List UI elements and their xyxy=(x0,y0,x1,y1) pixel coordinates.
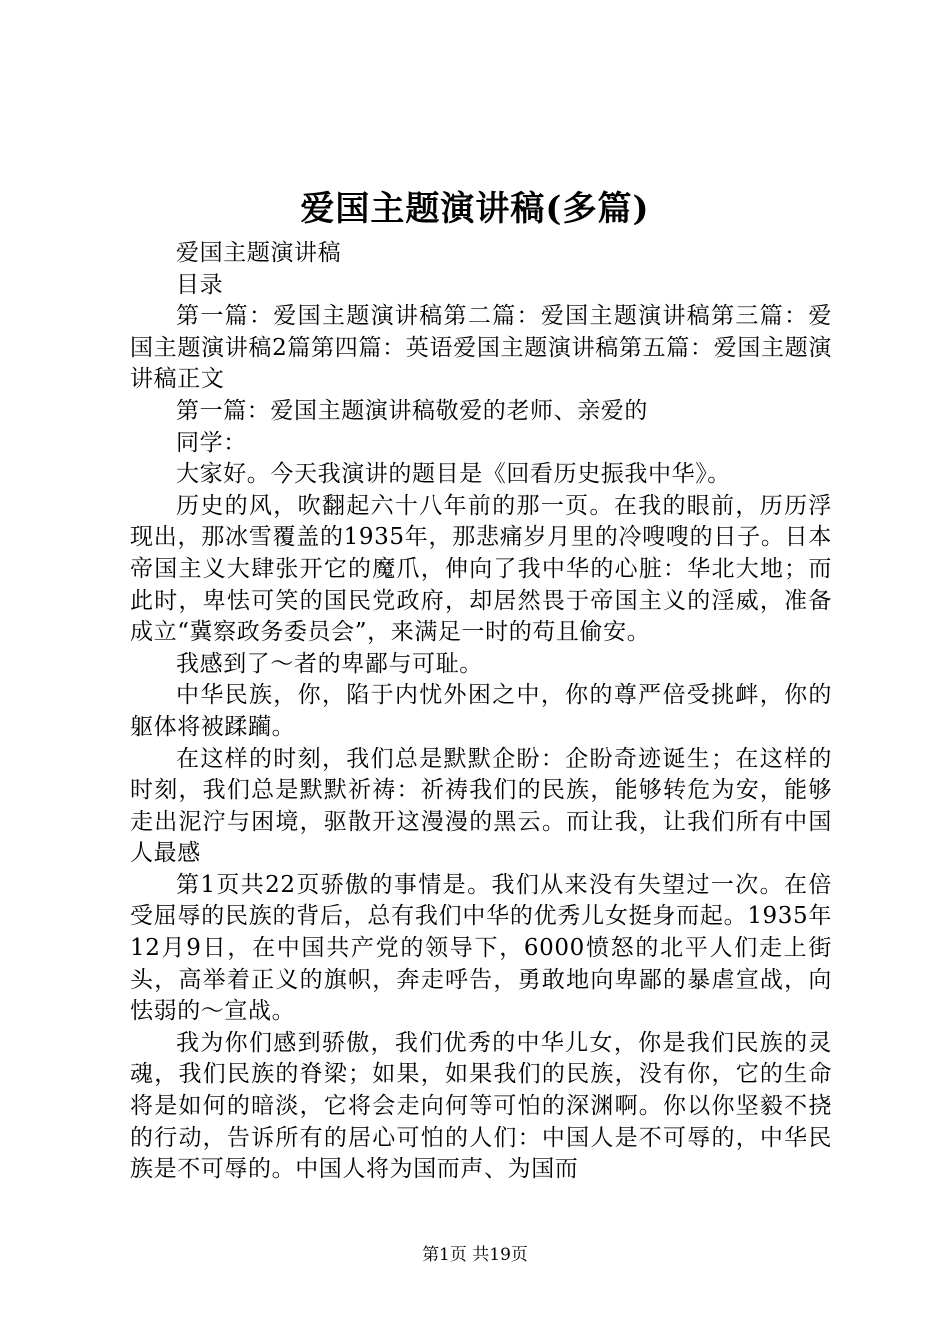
paragraph: 第一篇：爱国主题演讲稿第二篇：爱国主题演讲稿第三篇：爱国主题演讲稿2篇第四篇：英语爱国主题演讲稿第五篇：爱国主题演讲稿正文 xyxy=(130,303,832,393)
paragraph: 大家好。今天我演讲的题目是《回看历史振我中华》。 xyxy=(176,461,731,488)
paragraph: 历史的风，吹翻起六十八年前的那一页。在我的眼前，历历浮现出，那冰雪覆盖的1935年，那悲痛岁月里的冷嗖嗖的日子。日本帝国主义大肆张开它的魔爪，伸向了我中华的心脏：华北大地；而此时，卑怯可笑的国民党政府，却居然畏于帝国主义的淫威，准备成立“冀察政务委员会”，来满足一时的苟且偷安。 xyxy=(130,492,832,646)
paragraph: 目录 xyxy=(176,271,224,298)
paragraph: 中华民族，你，陷于内忧外困之中，你的尊严倍受挑衅，你的躯体将被蹂躏。 xyxy=(130,682,832,740)
paragraph: 我为你们感到骄傲，我们优秀的中华儿女，你是我们民族的灵魂，我们民族的脊梁；如果，如果我们的民族，没有你，它的生命将是如何的暗淡，它将会走向何等可怕的深渊啊。你以你坚毅不挠的行动，告诉所有的居心可怕的人们：中国人是不可辱的，中华民族是不可辱的。中国人将为国而声、为国而 xyxy=(130,1029,832,1183)
paragraph: 在这样的时刻，我们总是默默企盼：企盼奇迹诞生；在这样的时刻，我们总是默默祈祷：祈祷我们的民族，能够转危为安，能够走出泥泞与困境，驱散开这漫漫的黑云。而让我，让我们所有中国人最感 xyxy=(130,745,832,867)
document-body xyxy=(130,238,832,1186)
paragraph: 爱国主题演讲稿 xyxy=(176,240,342,266)
paragraph: 我感到了～者的卑鄙与可耻。 xyxy=(176,650,483,677)
paragraph: 第1页共22页骄傲的事情是。我们从来没有失望过一次。在倍受屈辱的民族的背后，总有我们中华的优秀儿女挺身而起。1935年12月9日，在中国共产党的领导下，6000愤怒的北平人们走上街头，高举着正义的旗帜，奔走呼告，勇敢地向卑鄙的暴虐宣战，向怯弱的～宣战。 xyxy=(130,871,832,1025)
paragraph: 同学： xyxy=(176,429,247,456)
page-number-footer: 第1页 共19页 xyxy=(422,1245,528,1265)
document-title: 爱国主题演讲稿(多篇) xyxy=(300,189,650,229)
paragraph: 第一篇：爱国主题演讲稿敬爱的老师、亲爱的 xyxy=(176,397,648,424)
